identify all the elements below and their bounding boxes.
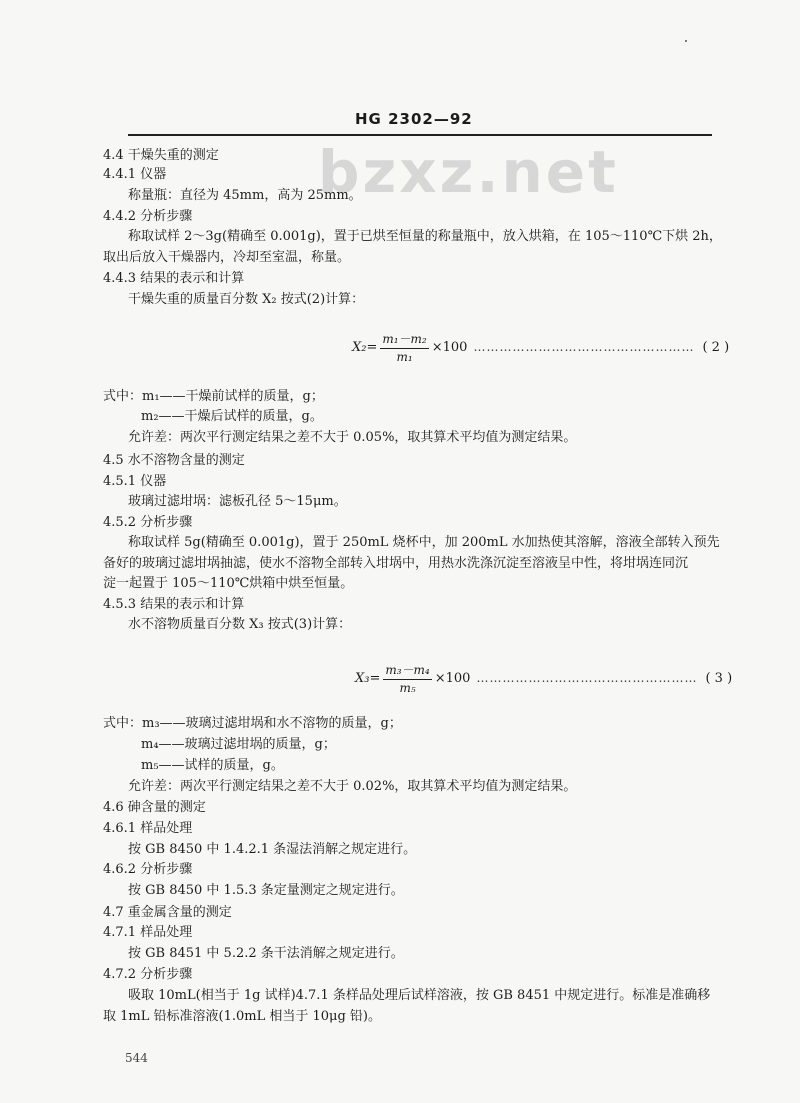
header-rule — [128, 134, 712, 136]
paragraph-line: 称取试样 2～3g(精确至 0.001g)，置于已烘至恒量的称量瓶中，放入烘箱，在 105～110℃下烘 2h， — [128, 229, 722, 244]
fraction-denominator: m₅ — [399, 681, 416, 695]
equation-number: ( 2 ) — [702, 339, 730, 355]
paragraph-line: 按 GB 8451 中 5.2.2 条干法消解之规定进行。 — [128, 946, 404, 961]
formula-multiplier: ×100 — [431, 339, 468, 355]
paragraph-line: 水不溶物质量百分数 X₃ 按式(3)计算： — [128, 617, 352, 632]
fraction-denominator: m₁ — [396, 350, 413, 364]
section-heading-4-6: 4.6 砷含量的测定 — [103, 800, 206, 815]
paragraph-line: 按 GB 8450 中 1.5.3 条定量测定之规定进行。 — [128, 883, 404, 898]
formula-3 — [355, 661, 732, 695]
standard-code: HG 2302—92 — [355, 110, 473, 128]
fraction-numerator: m₁－m₂ — [380, 330, 428, 349]
paragraph-line: 称取试样 5g(精确至 0.001g)，置于 250mL 烧杯中，加 200mL 水加热使其溶解，溶液全部转入预先 — [128, 535, 720, 550]
subsection-heading-4-5-1: 4.5.1 仪器 — [103, 474, 167, 489]
formula-2 — [352, 330, 729, 364]
leader-dots: …………………………………………… — [473, 340, 695, 354]
watermark: bzxz.net — [318, 138, 619, 206]
subsection-heading-4-5-3: 4.5.3 结果的表示和计算 — [103, 597, 245, 612]
paragraph-line: 玻璃过滤坩埚：滤板孔径 5～15μm。 — [128, 494, 347, 509]
subsection-heading-4-4-2: 4.4.2 分析步骤 — [103, 209, 193, 224]
subsection-heading-4-5-2: 4.5.2 分析步骤 — [103, 515, 193, 530]
paragraph-line: 允许差：两次平行测定结果之差不大于 0.02%，取其算术平均值为测定结果。 — [128, 779, 577, 794]
leader-dots: …………………………………………… — [476, 671, 698, 685]
equation-number: ( 3 ) — [705, 670, 733, 686]
fraction — [380, 330, 428, 364]
paragraph-line: 淀一起置于 105～110℃烘箱中烘至恒量。 — [103, 576, 354, 591]
paragraph-line: 备好的玻璃过滤坩埚抽滤，使水不溶物全部转入坩埚中，用热水洗涤沉淀至溶液呈中性，将坩埚连同沉 — [103, 556, 689, 571]
variable-definition: m₅——试样的质量，g。 — [141, 758, 284, 773]
fraction-numerator: m₃－m₄ — [383, 661, 431, 680]
subsection-heading-4-6-1: 4.6.1 样品处理 — [103, 821, 193, 836]
subsection-heading-4-7-1: 4.7.1 样品处理 — [103, 925, 193, 940]
subsection-heading-4-7-2: 4.7.2 分析步骤 — [103, 967, 193, 982]
formula-lhs: X₂= — [352, 339, 378, 355]
subsection-heading-4-4-1: 4.4.1 仪器 — [103, 167, 167, 182]
paragraph-line: 吸取 10mL(相当于 1g 试样)4.7.1 条样品处理后试样溶液，按 GB 8451 中规定进行。标准是准确移 — [128, 988, 711, 1003]
section-heading-4-7: 4.7 重金属含量的测定 — [103, 905, 232, 920]
paragraph-line: 按 GB 8450 中 1.4.2.1 条湿法消解之规定进行。 — [128, 842, 417, 857]
scan-speck — [685, 40, 687, 42]
formula-lhs: X₃= — [355, 670, 381, 686]
variable-definition: 式中：m₁——干燥前试样的质量，g； — [103, 389, 324, 404]
paragraph-line: 取 1mL 铅标准溶液(1.0mL 相当于 10μg 铅)。 — [103, 1009, 381, 1024]
page-number: 544 — [125, 1051, 148, 1065]
variable-definition: 式中：m₃——玻璃过滤坩埚和水不溶物的质量，g； — [103, 716, 402, 731]
subsection-heading-4-4-3: 4.4.3 结果的表示和计算 — [103, 271, 245, 286]
variable-definition: m₄——玻璃过滤坩埚的质量，g； — [141, 737, 336, 752]
variable-definition: m₂——干燥后试样的质量，g。 — [141, 409, 323, 424]
section-heading-4-4: 4.4 干燥失重的测定 — [103, 148, 219, 163]
section-heading-4-5: 4.5 水不溶物含量的测定 — [103, 453, 245, 468]
paragraph-line: 允许差：两次平行测定结果之差不大于 0.05%，取其算术平均值为测定结果。 — [128, 430, 577, 445]
subsection-heading-4-6-2: 4.6.2 分析步骤 — [103, 862, 193, 877]
fraction — [383, 661, 431, 695]
paragraph-line: 称量瓶：直径为 45mm，高为 25mm。 — [128, 188, 362, 203]
paragraph-line: 取出后放入干燥器内，冷却至室温，称量。 — [103, 250, 351, 265]
paragraph-line: 干燥失重的质量百分数 X₂ 按式(2)计算： — [128, 292, 365, 307]
formula-multiplier: ×100 — [434, 670, 471, 686]
